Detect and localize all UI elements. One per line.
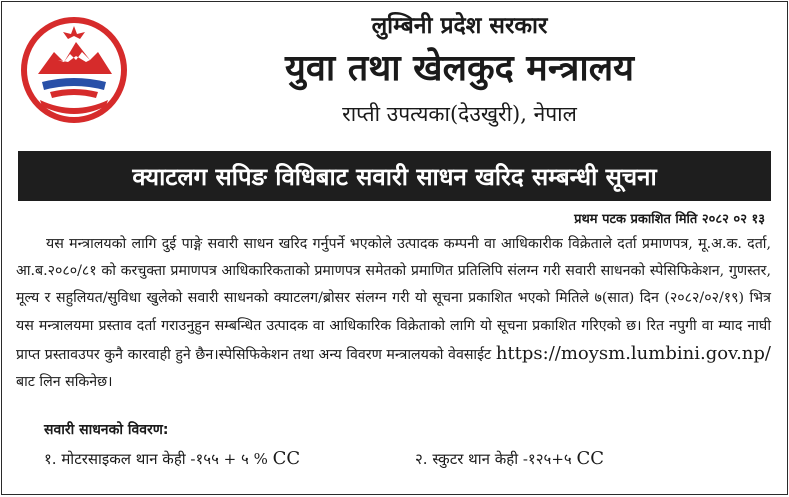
notice-body-end: बाट लिन सकिनेछ। (16, 374, 113, 391)
spec-item-motorcycle (44, 448, 300, 469)
spec-item-label: २. स्कुटर थान केही -१२५+५ (415, 450, 577, 468)
notice-body (16, 231, 771, 396)
ministry-location: राप्ती उपत्यका(देउखुरी), नेपाल (342, 102, 577, 126)
notice-header (142, 10, 777, 130)
nepal-emblem-icon (20, 16, 128, 124)
office-name: लुम्बिनी प्रदेश सरकार (371, 12, 548, 39)
first-published-date: प्रथम पटक प्रकाशित मिति २०८२ ०२ १३ (574, 212, 765, 227)
notice-body-main: यस मन्त्रालयको लागि दुई पाङ्गे सवारी साधन खरिद गर्नुपर्ने भएकोले उत्पादक कम्पनी वा आधिकारीक विक्रेताले दर्ता प्रमाणपत्र, मू.अ.क. दर्ता, आ.ब.२०८०/८१ को करचुक्ता प्रमाणपत्र आधिकारिकताको प्रमाणपत्र समेतको प्रमाणित प्रतिलिपि संलग्न गरी सवारी साधनको स्पेसिफिकेशन, गुणस्तर, मूल्य र सहुलियत/सुविधा खुलेको सवारी साधनको क्याटलग/ब्रोसर संलग्न गरी यो सूचना प्रकाशित भएको मितिले ७(सात) दिन (२०८२/०२/१९) भित्र यस मन्त्रालयमा प्रस्ताव दर्ता गराउनुहुन सम्बन्धित उत्पादक वा आधिकारिक विक्रेताको लागि यो सूचना प्रकाशित गरिएको छ। रित नपुगी वा म्याद नाघी प्राप्त प्रस्तावउपर कुनै कारवाही हुने छैन।स्पेसिफिकेशन तथा अन्य विवरण मन्त्रालयको वेवसाईट (16, 236, 771, 363)
ministry-name: युवा तथा खेलकुद मन्त्रालय (285, 47, 634, 89)
notice-title-banner: क्याटलग सपिङ विधिबाट सवारी साधन खरिद सम्बन्धी सूचना (18, 151, 771, 201)
spec-item-unit: CC (576, 448, 605, 469)
spec-item-unit: CC (272, 448, 301, 469)
notice-page (1, 1, 788, 495)
spec-item-label: १. मोटरसाइकल थान केही -१५५ + ५ % (44, 450, 273, 468)
spec-title: सवारी साधनको विवरण: (44, 422, 169, 438)
ministry-website-link[interactable]: https://moysm.lumbini.gov.np/ (495, 342, 771, 364)
spec-item-scooter (415, 448, 604, 469)
